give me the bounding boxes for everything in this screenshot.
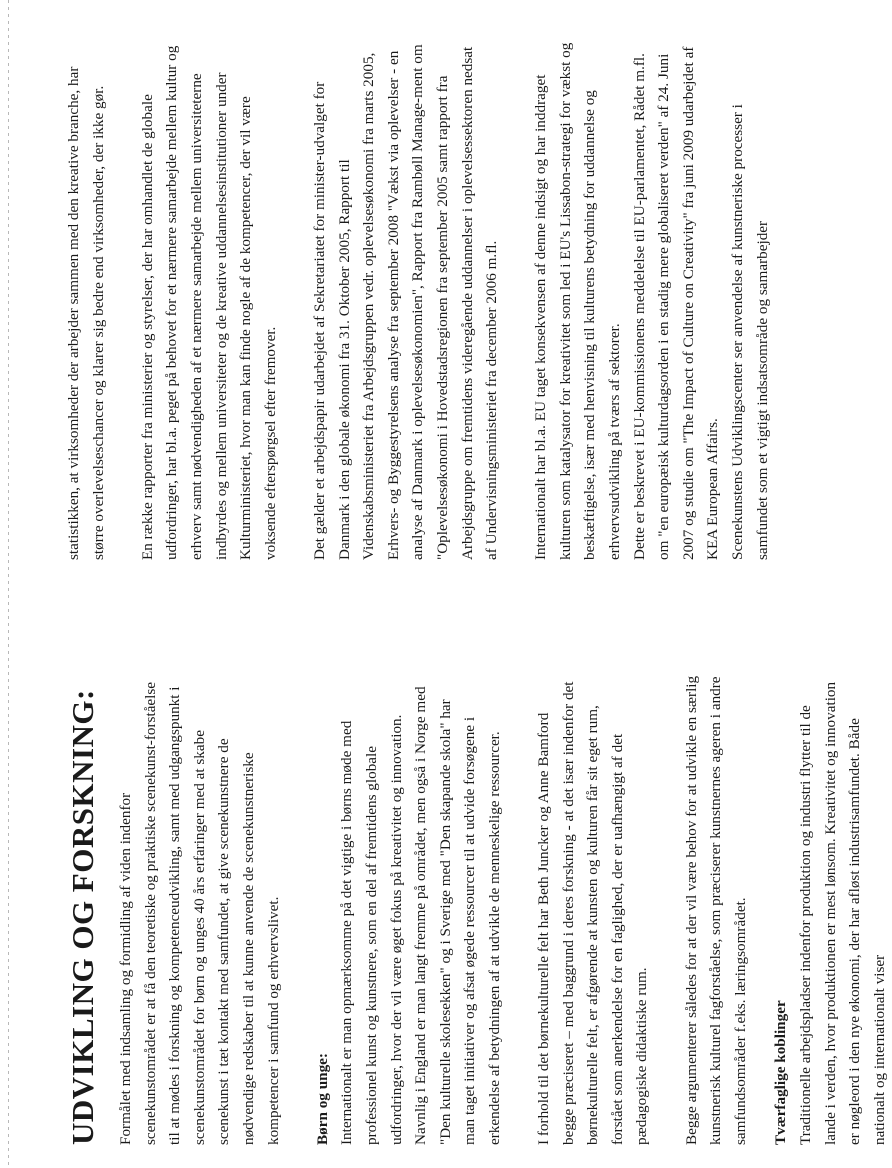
heading-children-youth: Børn og unge: — [313, 1053, 331, 1145]
secretariat-paragraph: Det gælder et arbejdspapir udarbejdet af Sekretariatet for minister-udvalget for Danmark i den globale økonomi fra 31. Oktober 2005, Rapport til Videnskabsministeriet fra Arbejdsgruppen vedr. oplevelsesøkonomi fra marts 2005, Erhvers- og Byggestyrelsens analyse fra september 2008 "Vækst via oplevelser - en analyse af Danmark i oplevelsesøkonomien", Rapport fra Rambøll Manage-ment om "Oplevelsesøkonomi i Hovedstadsregionen fra september 2005 samt rapport fra Arbejdsgruppe om fremtidens videregående uddannelser i oplevelsessektoren nedsat af Undervisningsministeriet fra december 2006 m.fl. — [310, 44, 501, 560]
cross-disciplinary-paragraph: Traditionelle arbejdspladser indenfor produktion og industri flytter til de lande i verden, hvor produktionen er mest lønsom. Kreativitet og innovation er nøgleord i den nye økonomi, der har afløst industrisamfundet. Både nationalt og internationalt viser — [797, 681, 888, 1145]
eu-paragraph: Internationalt har bl.a. EU taget konsekvensen af denne indsigt og har inddraget kulturen som katalysator for kreativitet som led i EU's Lissabon-strategi for vækst og beskæftigelse, især med henvisning til kulturens betydning for uddannelse og erhvervsudvikling på tværs af sektorer. — [532, 42, 624, 560]
heading-cross-disciplinary: Tværfaglige koblinger — [772, 1000, 790, 1145]
statistics-continuation-paragraph: statistikken, at virksomheder der arbejder sammen med den kreative branche, har større overlevelseschancer og klarer sig bedre end virksomheder, der ikke gør. — [65, 66, 107, 560]
reports-paragraph: En række rapporter fra ministerier og styrelser, der har omhandlet de globale udfordringer, har bl.a. peget på behovet for et nærmere samarbejde mellem kultur og erhverv samt nødvendigheden af et nærmere samarbejde mellem universiteterne indbyrdes og mellem universiteter og de kreative uddannelsesinstitutioner under Kulturministeriet, hvor man kan finde nogle af de kompetencer, der vil være voksende efterspørgsel efter fremover. — [138, 45, 279, 560]
right-column — [62, 40, 775, 560]
intro-paragraph: Formålet med indsamling og formidling af viden indenfor scenekunstområdet er at få den teoretiske og praktiske scenekunst-forståelse til at mødes i forskning og kompetenceudvikling, samt med udgangspunkt i scenekunstområdet for børn og unges 40 års erfaringer med at skabe scenekunst i tæt kontakt med samfundet, at give scenekunstnere de nødvendige redskaber til at kunne anvende de scenekunstneriske kompetencer i samfund og erhvervslivet. — [117, 681, 282, 1145]
development-center-paragraph: Scenekunstens Udviklingscenter ser anvendelse af kunstneriske processer i samfundet som et vigtigt indsatsområde og samarbejder — [729, 104, 771, 560]
eu-commission-paragraph: Dette er beskrevet i EU-kommissionens meddelelse til EU-parlamentet, Rådet m.fl. om "en europæisk kulturdagsorden i en stadig mere globaliseret verden" af 24. Juni 2007 og studie om "The Impact of Culture on Creativity" fra juni 2009 udarbejdet af KEA European Affairs. — [630, 46, 722, 560]
both-argue-paragraph: Begge argumenterer således for at der vil være behov for at udvikle en særlig kunstnerisk kulturel fagforståelse, som præciserer kunstnernes ageren i andre samfundsområder f.eks. læringsområdet. — [682, 675, 749, 1145]
scan-edge-line — [8, 0, 9, 1168]
left-column — [62, 675, 892, 1145]
page-title: UDVIKLING OG FORSKNING: — [65, 689, 100, 1145]
children-paragraph: Internationalt er man opmærksomme på det vigtige i børns møde med professionel kunst og kunstnere, som en del af fremtidens globale udfordringer, hvor der vil være øget fokus på kreativitet og innovation. Navnlig i England er man langt fremme på området, men også i Norge med "Den kulturelle skolesekken" og i Sverige med "Den skapande skola" har man taget initiativer og afsat øgede ressourcer til at udvide forsøgene i erkendelse af betydningen af at udvikle de menneskelige ressourcer. — [338, 686, 503, 1145]
rotated-page-content — [62, 15, 888, 1145]
juncker-paragraph: I forhold til det børnekulturelle felt har Beth Juncker og Anne Bamford begge præciseret – med baggrund i deres forskning - at det især indenfor det børnekulturelle felt, er afgørende at kunsten og kulturen får sit eget rum, forstået som anerkendelse for en faglighed, der er uafhængigt af det pædagogiske didaktiske rum. — [535, 681, 651, 1145]
